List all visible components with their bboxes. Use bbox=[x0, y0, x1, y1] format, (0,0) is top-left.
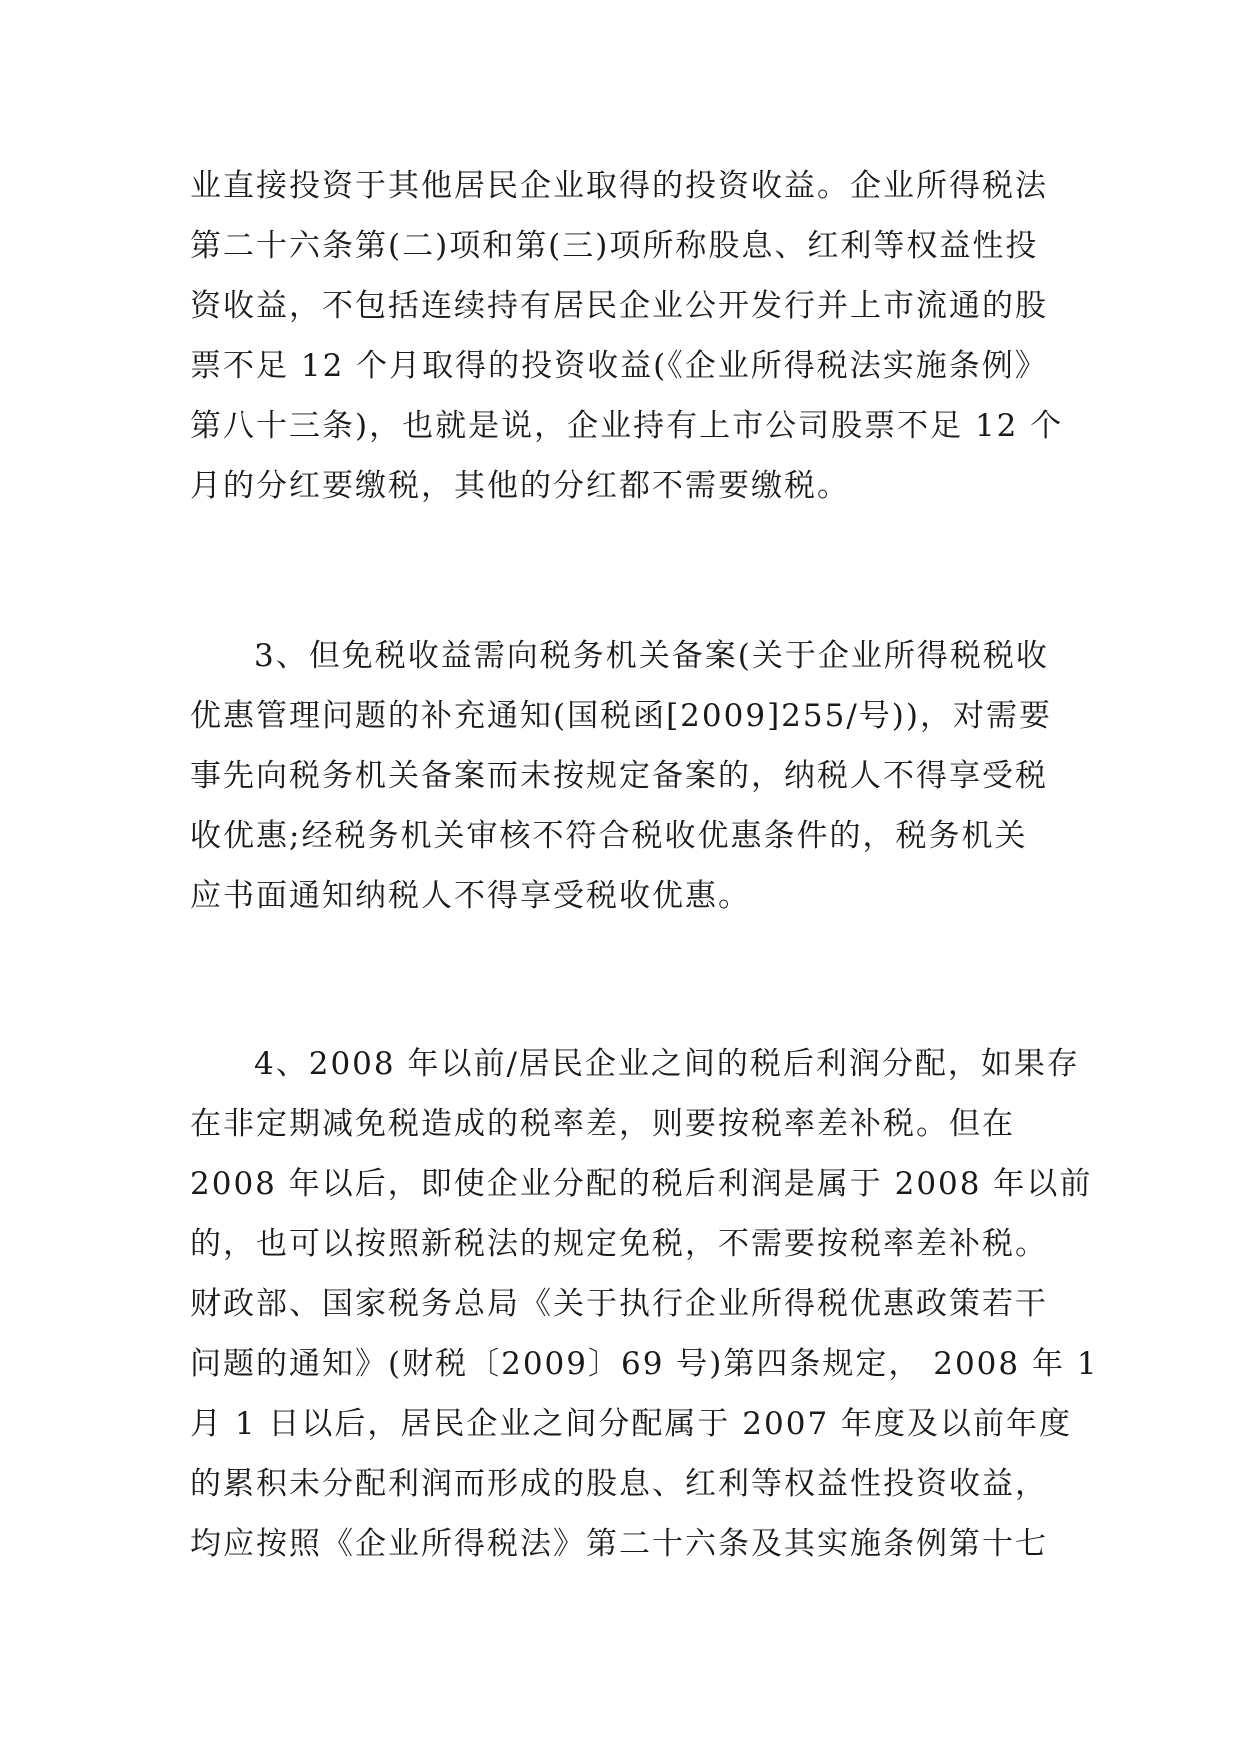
text-line: 3、但免税收益需向税务机关备案(关于企业所得税税收 bbox=[254, 638, 1049, 674]
text-line: 均应按照《企业所得税法》第二十六条及其实施条例第十七 bbox=[190, 1526, 1048, 1562]
text-line: 月的分红要缴税，其他的分红都不需要缴税。 bbox=[190, 468, 850, 504]
paragraph-item-3 bbox=[190, 626, 1070, 926]
text-line: 的累积未分配利润而形成的股息、红利等权益性投资收益， bbox=[190, 1466, 1048, 1502]
text-line: 收优惠;经税务机关审核不符合税收优惠条件的，税务机关 bbox=[190, 818, 1028, 854]
text-line: 月 1 日以后，居民企业之间分配属于 2007 年度及以前年度 bbox=[190, 1406, 1073, 1442]
text-line: 第二十六条第(二)项和第(三)项所称股息、红利等权益性投 bbox=[190, 228, 1039, 264]
text-line: 事先向税务机关备案而未按规定备案的，纳税人不得享受税 bbox=[190, 758, 1048, 794]
text-line: 票不足 12 个月取得的投资收益(《企业所得税法实施条例》 bbox=[190, 348, 1048, 384]
text-line: 优惠管理问题的补充通知(国税函[2009]255/号))，对需要 bbox=[190, 698, 1052, 734]
text-line: 在非定期减免税造成的税率差，则要按税率差补税。但在 bbox=[190, 1106, 1015, 1142]
text-line: 财政部、国家税务总局《关于执行企业所得税优惠政策若干 bbox=[190, 1286, 1048, 1322]
text-line: 4、2008 年以前/居民企业之间的税后利润分配，如果存 bbox=[254, 1046, 1080, 1082]
paragraph-continuation bbox=[190, 156, 1070, 516]
text-line: 资收益，不包括连续持有居民企业公开发行并上市流通的股 bbox=[190, 288, 1048, 324]
text-line: 2008 年以后，即使企业分配的税后利润是属于 2008 年以前 bbox=[190, 1166, 1093, 1202]
text-line: 第八十三条)，也就是说，企业持有上市公司股票不足 12 个 bbox=[190, 408, 1064, 444]
text-line: 的，也可以按照新税法的规定免税，不需要按税率差补税。 bbox=[190, 1226, 1048, 1262]
text-line: 业直接投资于其他居民企业取得的投资收益。企业所得税法 bbox=[190, 168, 1048, 204]
text-line: 应书面通知纳税人不得享受税收优惠。 bbox=[190, 878, 751, 914]
text-line: 问题的通知》(财税〔2009〕69 号)第四条规定， 2008 年 1 bbox=[190, 1346, 1099, 1382]
paragraph-item-4 bbox=[190, 1034, 1099, 1574]
